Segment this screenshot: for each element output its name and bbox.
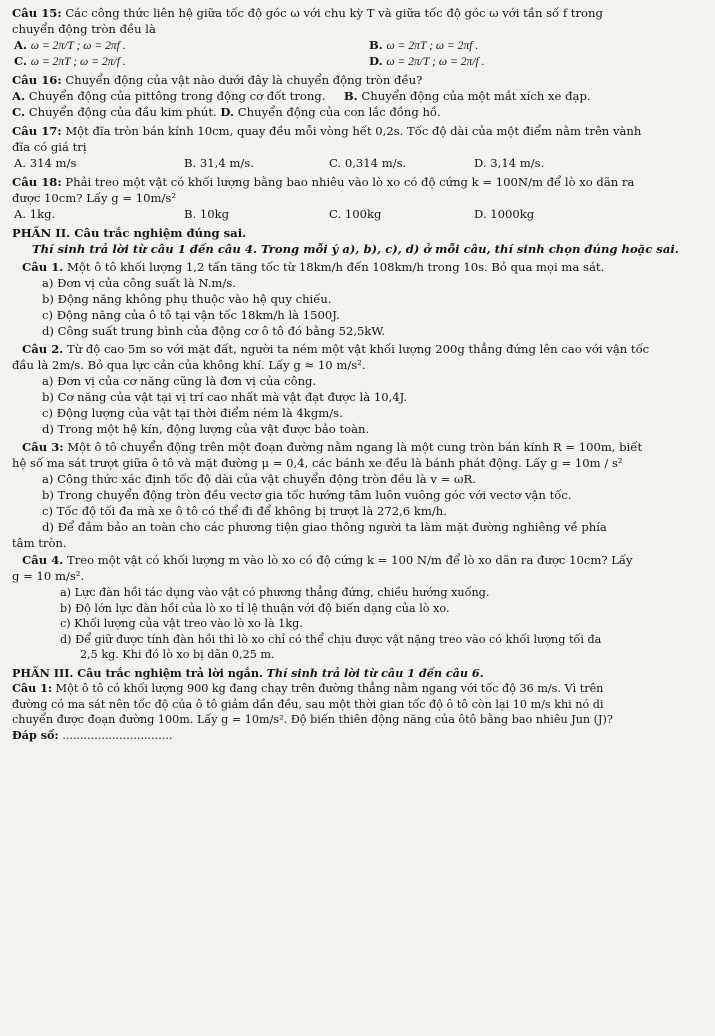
p2-c3-d2: tâm tròn.	[12, 535, 67, 550]
part2-instruction: Thí sinh trả lời từ câu 1 đến câu 4. Trong mỗi ý a), b), c), d) ở mỗi câu, thí sinh chọn đúng hoặc sai.	[32, 241, 679, 256]
p3-answer-blank[interactable]: ...............................	[62, 728, 173, 742]
p2-c4-a: a) Lực đàn hồi tác dụng vào vật có phương thẳng đứng, chiều hướng xuống.	[60, 586, 490, 600]
q18-label: Câu 18:	[12, 174, 62, 189]
q15-line2: chuyển động tròn đều là	[12, 21, 156, 36]
q15-line1	[12, 6, 705, 22]
p2-c2-b: b) Cơ năng của vật tại vị trí cao nhất mà vật đạt được là 10,4J.	[42, 389, 408, 404]
q15-options-row1	[14, 38, 705, 54]
q17-label: Câu 17:	[12, 123, 62, 138]
q18-line2: được 10cm? Lấy g = 10m/s²	[12, 190, 176, 205]
q15-text: Các công thức liên hệ giữa tốc độ góc ω với chu kỳ T và giữa tốc độ góc ω với tần số f trong	[65, 6, 603, 20]
part3-title: PHẦN III. Câu trắc nghiệm trả lời ngắn.	[12, 665, 263, 680]
part3-heading	[12, 666, 705, 681]
part2-title: PHẦN II. Câu trắc nghiệm đúng sai.	[12, 225, 247, 240]
p3-answer-label: Đáp số:	[12, 727, 59, 742]
q15-option-b: B. ω = 2πT ; ω = 2πf .	[369, 37, 479, 52]
p2-c4-line1: Câu 4. Treo một vật có khối lượng m vào lò xo có độ cứng k = 100 N/m để lò xo dãn ra được 10cm? Lấy	[22, 553, 633, 568]
p2-c2-d: d) Trong một hệ kín, động lượng của vật được bảo toàn.	[42, 421, 370, 436]
p2-c1-line: Câu 1. Một ô tô khối lượng 1,2 tấn tăng tốc từ 18km/h đến 108km/h trong 10s. Bỏ qua mọi ma sát.	[22, 259, 605, 274]
q18-options	[14, 207, 705, 223]
p2-c1-b: b) Động năng không phụ thuộc vào hệ quy chiếu.	[42, 291, 332, 306]
p2-c2-c: c) Động lượng của vật tại thời điểm ném là 4kgm/s.	[42, 405, 343, 420]
q15-label: Câu 15:	[12, 6, 62, 20]
p2-c3-d: d) Để đảm bảo an toàn cho các phương tiện giao thông người ta làm mặt đường nghiêng về phía	[42, 519, 607, 534]
q17-option-c: C. 0,314 m/s.	[329, 155, 407, 170]
q17-options	[14, 156, 705, 172]
p2-c4-b: b) Độ lớn lực đàn hồi của lò xo tỉ lệ thuận với độ biến dạng của lò xo.	[60, 601, 450, 615]
q16-line	[12, 73, 705, 89]
q16-options-row2: C. Chuyển động của đầu kim phút. D. Chuyển động của con lắc đồng hồ.	[12, 104, 441, 119]
p2-c3-c: c) Tốc độ tối đa mà xe ô tô có thể đi để không bị trượt là 272,6 km/h.	[42, 503, 447, 518]
p3-answer	[12, 728, 705, 743]
p2-c3-line1: Câu 3: Một ô tô chuyển động trên một đoạn đường nằm ngang là một cung tròn bán kính R = 100m, biết	[22, 439, 643, 454]
p2-c4-line2: g = 10 m/s².	[12, 569, 85, 584]
q16-label: Câu 16:	[12, 72, 62, 87]
p2-c4-c: c) Khối lượng của vật treo vào lò xo là 1kg.	[60, 617, 303, 631]
q17-line1: Câu 17: Một đĩa tròn bán kính 10cm, quay đều mỗi vòng hết 0,2s. Tốc độ dài của một điểm nằm trên vành	[12, 123, 642, 138]
p3-c1-line3: chuyển được đoạn đường 100m. Lấy g = 10m/s². Độ biến thiên động năng của ôtô bằng bao nhiêu Jun (J)?	[12, 713, 613, 727]
q16-options-row1: A. Chuyển động của pittông trong động cơ đốt trong. B. Chuyển động của một mắt xích xe đạp.	[12, 88, 591, 103]
p3-c1-line1: Câu 1: Một ô tô có khối lượng 900 kg đang chạy trên đường thẳng nằm ngang với tốc độ 36 m/s. Vì trên	[12, 681, 604, 696]
q18-option-c: C. 100kg	[329, 206, 382, 221]
q17-line2: đĩa có giá trị	[12, 139, 87, 154]
q18-option-d: D. 1000kg	[474, 206, 535, 221]
q18-line1: Câu 18: Phải treo một vật có khối lượng bằng bao nhiêu vào lò xo có độ cứng k = 100N/m để lò xo dãn ra	[12, 174, 635, 189]
q18-option-b: B. 10kg	[184, 206, 230, 221]
q17-option-a: A. 314 m/s	[14, 155, 77, 170]
p2-c2-line1: Câu 2. Từ độ cao 5m so với mặt đất, người ta ném một vật khối lượng 200g thẳng đứng lên cao với vận tốc	[22, 341, 650, 356]
q15-option-a: A. ω = 2π/T ; ω = 2πf .	[14, 37, 126, 52]
p2-c2-a: a) Đơn vị của cơ năng cũng là đơn vị của công.	[42, 373, 317, 388]
q15-option-c: C. ω = 2πT ; ω = 2π/f .	[14, 53, 126, 68]
q15-options-row2	[14, 54, 705, 70]
part3-instruction: Thí sinh trả lời từ câu 1 đến câu 6.	[266, 665, 484, 680]
p2-c3-b: b) Trong chuyển động tròn đều vectơ gia tốc hướng tâm luôn vuông góc với vectơ vận tốc.	[42, 487, 572, 502]
p2-c1-c: c) Động năng của ô tô tại vận tốc 18km/h là 1500J.	[42, 307, 340, 322]
p2-c1-a: a) Đơn vị của công suất là N.m/s.	[42, 275, 236, 290]
p2-c4-d: d) Để giữ được tính đàn hồi thì lò xo chỉ có thể chịu được vật nặng treo vào có khối lượng tối đa	[60, 632, 602, 646]
p2-c1-d: d) Công suất trung bình của động cơ ô tô đó bằng 52,5kW.	[42, 323, 385, 338]
q18-option-a: A. 1kg.	[14, 206, 56, 221]
q17-option-b: B. 31,4 m/s.	[184, 155, 254, 170]
q15-option-d: D. ω = 2π/T ; ω = 2π/f .	[369, 53, 485, 68]
p3-c1-line2: đường có ma sát nên tốc độ của ô tô giảm dần đều, sau một thời gian tốc độ ô tô còn lại 10 m/s khi nó di	[12, 697, 604, 711]
p2-c4-d2: 2,5 kg. Khi đó lò xo bị dãn 0,25 m.	[80, 648, 275, 662]
p2-c3-a: a) Công thức xác định tốc độ dài của vật chuyển động tròn đều là v = ωR.	[42, 471, 476, 486]
p2-c2-line2: đầu là 2m/s. Bỏ qua lực cản của không khí. Lấy g ≈ 10 m/s².	[12, 357, 366, 372]
q17-option-d: D. 3,14 m/s.	[474, 155, 545, 170]
q16-text: Chuyển động của vật nào dưới đây là chuyển động tròn đều?	[65, 72, 423, 87]
p2-c3-line2: hệ số ma sát trượt giữa ô tô và mặt đường μ = 0,4, các bánh xe đều là bánh phát động. Lấy g = 10m / s²	[12, 455, 623, 470]
